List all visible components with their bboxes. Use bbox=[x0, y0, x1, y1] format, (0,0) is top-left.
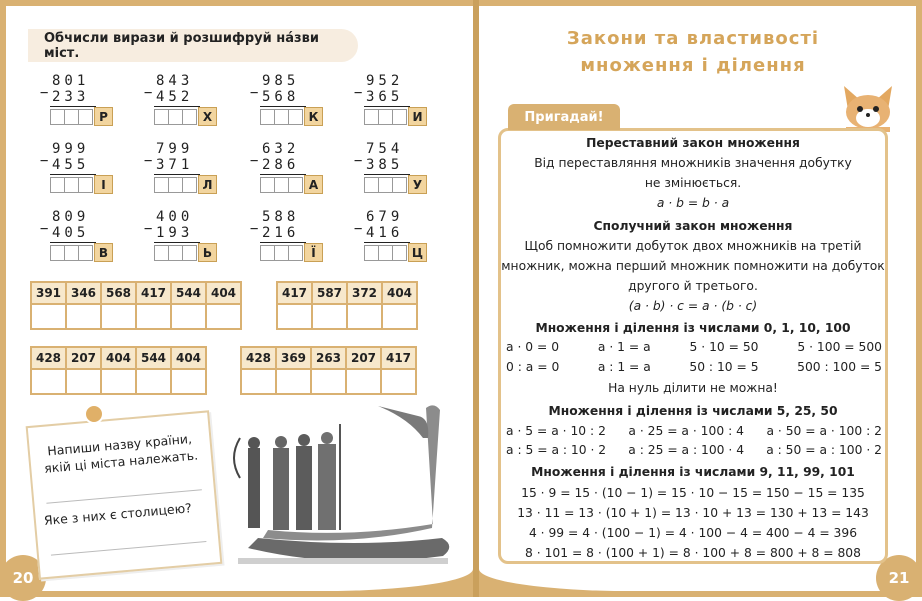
section-title-9-11-99-101: Множення і ділення із числами 9, 11, 99, 101 bbox=[531, 465, 855, 479]
instruction-banner: Обчисли вирази й розшифруй на́зви міст. bbox=[28, 29, 358, 62]
subtrahend: 416 bbox=[366, 225, 404, 241]
subtraction-problem bbox=[354, 141, 436, 197]
answer-cell[interactable] bbox=[274, 109, 289, 125]
underline bbox=[260, 106, 306, 107]
subtrahend: 216 bbox=[262, 225, 300, 241]
answer-cells bbox=[154, 177, 196, 193]
formula: 0 : a = 0 bbox=[506, 360, 560, 374]
table-cell: 372 bbox=[347, 282, 382, 304]
answer-cell[interactable] bbox=[64, 245, 79, 261]
underline bbox=[154, 242, 200, 243]
answer-cell[interactable] bbox=[382, 304, 417, 329]
rule-text: не змінюється. bbox=[644, 176, 742, 190]
minuend: 754 bbox=[366, 141, 404, 157]
table-cell: 404 bbox=[206, 282, 241, 304]
underline bbox=[260, 242, 306, 243]
answer-cells bbox=[260, 245, 302, 261]
answer-cell[interactable] bbox=[168, 245, 183, 261]
table-cell: 404 bbox=[382, 282, 417, 304]
minuend: 679 bbox=[366, 209, 404, 225]
subtraction-problem bbox=[354, 209, 436, 265]
answer-table-3 bbox=[30, 346, 207, 395]
answer-cell[interactable] bbox=[364, 177, 379, 193]
answer-cell[interactable] bbox=[182, 177, 197, 193]
answer-cell[interactable] bbox=[347, 304, 382, 329]
answer-cell[interactable] bbox=[381, 369, 416, 394]
minuend: 809 bbox=[52, 209, 90, 225]
answer-cell[interactable] bbox=[378, 245, 393, 261]
answer-cells bbox=[364, 245, 406, 261]
formula: 5 · 10 = 50 bbox=[689, 340, 759, 354]
answer-cell[interactable] bbox=[311, 369, 346, 394]
answer-cell[interactable] bbox=[78, 109, 93, 125]
underline bbox=[154, 174, 200, 175]
subtrahend: 371 bbox=[156, 157, 194, 173]
cipher-letter: В bbox=[94, 243, 113, 262]
table-cell: 544 bbox=[171, 282, 206, 304]
answer-cell[interactable] bbox=[101, 304, 136, 329]
subtraction-problem bbox=[40, 209, 122, 265]
minus-sign: − bbox=[144, 153, 153, 169]
answer-cell[interactable] bbox=[78, 177, 93, 193]
cipher-letter: І bbox=[94, 175, 113, 194]
table-cell: 544 bbox=[136, 347, 171, 369]
answer-cell[interactable] bbox=[50, 177, 65, 193]
formula: a · b = b · a bbox=[656, 196, 730, 210]
formula: a · 25 = a · 100 : 4 bbox=[628, 424, 744, 438]
note-question-country: Напиши назву країни, якій ці міста належать. bbox=[43, 430, 199, 476]
rule-text: На нуль ділити не можна! bbox=[608, 381, 778, 395]
formula-row bbox=[506, 443, 882, 457]
answer-cell[interactable] bbox=[312, 304, 347, 329]
table-cell: 428 bbox=[31, 347, 66, 369]
cipher-letter: Х bbox=[198, 107, 217, 126]
section-title-commutative: Переставний закон множення bbox=[586, 136, 800, 150]
answer-cell[interactable] bbox=[64, 177, 79, 193]
answer-cell[interactable] bbox=[168, 177, 183, 193]
answer-cell[interactable] bbox=[288, 245, 303, 261]
subtrahend: 568 bbox=[262, 89, 300, 105]
example-line: 15 · 9 = 15 · (10 − 1) = 15 · 10 − 15 = 150 − 15 = 135 bbox=[521, 486, 865, 500]
answer-cell[interactable] bbox=[31, 369, 66, 394]
minuend: 999 bbox=[52, 141, 90, 157]
underline bbox=[50, 174, 96, 175]
answer-cell[interactable] bbox=[392, 109, 407, 125]
formula: a · 50 = a · 100 : 2 bbox=[766, 424, 882, 438]
answer-cell[interactable] bbox=[378, 109, 393, 125]
answer-cells bbox=[260, 177, 302, 193]
minus-sign: − bbox=[144, 221, 153, 237]
table-cell: 404 bbox=[171, 347, 206, 369]
rule-text: Щоб помножити добуток двох множників на третій bbox=[524, 239, 862, 253]
answer-cells bbox=[154, 245, 196, 261]
answer-table-4 bbox=[240, 346, 417, 395]
answer-line[interactable] bbox=[51, 541, 206, 556]
answer-cell[interactable] bbox=[66, 304, 101, 329]
subtrahend: 193 bbox=[156, 225, 194, 241]
fox-mascot-icon bbox=[838, 82, 898, 134]
example-line: 8 · 101 = 8 · (100 + 1) = 8 · 100 + 8 = 800 + 8 = 808 bbox=[525, 546, 861, 560]
minuend: 801 bbox=[52, 73, 90, 89]
answer-cell[interactable] bbox=[277, 304, 312, 329]
answer-cell[interactable] bbox=[288, 109, 303, 125]
subtrahend: 286 bbox=[262, 157, 300, 173]
subtrahend: 233 bbox=[52, 89, 90, 105]
answer-cell[interactable] bbox=[136, 369, 171, 394]
formula: a : 25 = a : 100 · 4 bbox=[628, 443, 745, 457]
pin-icon bbox=[84, 404, 104, 424]
note-question-capital: Яке з них є столицею? bbox=[43, 500, 193, 529]
formula: a · 0 = 0 bbox=[506, 340, 560, 354]
section-title-associative: Сполучний закон множення bbox=[593, 219, 793, 233]
minus-sign: − bbox=[250, 153, 259, 169]
cipher-letter: У bbox=[408, 175, 427, 194]
table-cell: 417 bbox=[381, 347, 416, 369]
cipher-letter: Ї bbox=[304, 243, 323, 262]
subtrahend: 455 bbox=[52, 157, 90, 173]
formula: a · 1 = a bbox=[597, 340, 651, 354]
table-cell: 346 bbox=[66, 282, 101, 304]
minuend: 843 bbox=[156, 73, 194, 89]
cipher-letter: К bbox=[304, 107, 323, 126]
formula: a : 1 = a bbox=[597, 360, 651, 374]
formula-row bbox=[506, 340, 882, 354]
answer-cell[interactable] bbox=[101, 369, 136, 394]
table-cell: 207 bbox=[66, 347, 101, 369]
answer-cell[interactable] bbox=[50, 245, 65, 261]
answer-cell[interactable] bbox=[154, 177, 169, 193]
answer-cell[interactable] bbox=[392, 245, 407, 261]
minus-sign: − bbox=[40, 221, 49, 237]
rule-text: другого й третього. bbox=[628, 279, 758, 293]
cipher-letter: Ц bbox=[408, 243, 427, 262]
answer-cell[interactable] bbox=[346, 369, 381, 394]
example-line: 13 · 11 = 13 · (10 + 1) = 13 · 10 + 13 = 130 + 13 = 143 bbox=[517, 506, 869, 520]
subtrahend: 365 bbox=[366, 89, 404, 105]
subtraction-problem bbox=[144, 73, 226, 129]
page-number-right: 21 bbox=[876, 555, 922, 601]
sticky-note bbox=[26, 410, 223, 579]
minus-sign: − bbox=[354, 153, 363, 169]
answer-cell[interactable] bbox=[364, 245, 379, 261]
answer-table-2 bbox=[276, 281, 418, 330]
answer-cell[interactable] bbox=[288, 177, 303, 193]
section-title-0-1-10-100: Множення і ділення із числами 0, 1, 10, 100 bbox=[535, 321, 851, 335]
example-line: 4 · 99 = 4 · (100 − 1) = 4 · 100 − 4 = 400 − 4 = 396 bbox=[528, 526, 858, 540]
subtraction-problem bbox=[144, 141, 226, 197]
rule-text: множник, можна перший множник помножити на добуток bbox=[501, 259, 885, 273]
underline bbox=[364, 242, 410, 243]
answer-cell[interactable] bbox=[66, 369, 101, 394]
underline bbox=[154, 106, 200, 107]
subtraction-problem bbox=[144, 209, 226, 265]
kyiv-founders-monument-illustration bbox=[218, 398, 468, 573]
answer-cells bbox=[50, 177, 92, 193]
underline bbox=[364, 106, 410, 107]
table-cell: 369 bbox=[276, 347, 311, 369]
minuend: 588 bbox=[262, 209, 300, 225]
subtraction-problem bbox=[40, 141, 122, 197]
subtraction-problem bbox=[250, 73, 332, 129]
table-cell: 404 bbox=[101, 347, 136, 369]
formula: 500 : 100 = 5 bbox=[797, 360, 882, 374]
formula: (a · b) · c = a · (b · c) bbox=[628, 299, 758, 313]
table-cell: 263 bbox=[311, 347, 346, 369]
minuend: 985 bbox=[262, 73, 300, 89]
answer-cell[interactable] bbox=[241, 369, 276, 394]
answer-cell[interactable] bbox=[182, 109, 197, 125]
formula: a · 5 = a · 10 : 2 bbox=[506, 424, 606, 438]
minus-sign: − bbox=[40, 85, 49, 101]
answer-cell[interactable] bbox=[31, 304, 66, 329]
answer-cell[interactable] bbox=[274, 177, 289, 193]
minuend: 632 bbox=[262, 141, 300, 157]
answer-cell[interactable] bbox=[274, 245, 289, 261]
table-cell: 417 bbox=[277, 282, 312, 304]
table-cell: 587 bbox=[312, 282, 347, 304]
formula: 50 : 10 = 5 bbox=[689, 360, 759, 374]
answer-cell[interactable] bbox=[64, 109, 79, 125]
answer-cell[interactable] bbox=[276, 369, 311, 394]
table-cell: 568 bbox=[101, 282, 136, 304]
underline bbox=[260, 174, 306, 175]
answer-cells bbox=[50, 109, 92, 125]
underline bbox=[50, 106, 96, 107]
subtraction-problem bbox=[250, 141, 332, 197]
minus-sign: − bbox=[354, 221, 363, 237]
minus-sign: − bbox=[40, 153, 49, 169]
formula-row bbox=[506, 360, 882, 374]
table-cell: 428 bbox=[241, 347, 276, 369]
minuend: 952 bbox=[366, 73, 404, 89]
answer-cell[interactable] bbox=[260, 245, 275, 261]
formula-row bbox=[506, 424, 882, 438]
answer-cells bbox=[50, 245, 92, 261]
cipher-letter: А bbox=[304, 175, 323, 194]
subtrahend: 405 bbox=[52, 225, 90, 241]
table-cell: 207 bbox=[346, 347, 381, 369]
answer-cells bbox=[154, 109, 196, 125]
answer-cell[interactable] bbox=[154, 109, 169, 125]
answer-cells bbox=[364, 109, 406, 125]
page-number-left: 20 bbox=[0, 555, 46, 601]
answer-cell[interactable] bbox=[182, 245, 197, 261]
underline bbox=[364, 174, 410, 175]
minuend: 799 bbox=[156, 141, 194, 157]
cipher-letter: Ь bbox=[198, 243, 217, 262]
table-cell: 391 bbox=[31, 282, 66, 304]
answer-cell[interactable] bbox=[50, 109, 65, 125]
page-title-line-1: Закони та властивості bbox=[566, 28, 820, 49]
formula: 5 · 100 = 500 bbox=[797, 340, 882, 354]
answer-cell[interactable] bbox=[260, 109, 275, 125]
answer-cell[interactable] bbox=[168, 109, 183, 125]
cipher-letter: И bbox=[408, 107, 427, 126]
subtrahend: 385 bbox=[366, 157, 404, 173]
rule-text: Від переставляння множників значення добутку bbox=[534, 156, 852, 170]
answer-cell[interactable] bbox=[136, 304, 171, 329]
section-title-5-25-50: Множення і ділення із числами 5, 25, 50 bbox=[548, 404, 838, 418]
subtraction-problem bbox=[40, 73, 122, 129]
formula: a : 50 = a : 100 · 2 bbox=[766, 443, 882, 457]
cipher-letter: Р bbox=[94, 107, 113, 126]
answer-cell[interactable] bbox=[78, 245, 93, 261]
answer-cell[interactable] bbox=[206, 304, 241, 329]
minus-sign: − bbox=[250, 221, 259, 237]
answer-table-1 bbox=[30, 281, 242, 330]
answer-cell[interactable] bbox=[392, 177, 407, 193]
reminder-tab: Пригадай! bbox=[508, 104, 620, 130]
minus-sign: − bbox=[144, 85, 153, 101]
answer-cell[interactable] bbox=[378, 177, 393, 193]
answer-cell[interactable] bbox=[364, 109, 379, 125]
table-cell: 417 bbox=[136, 282, 171, 304]
answer-cells bbox=[364, 177, 406, 193]
subtraction-problem bbox=[354, 73, 436, 129]
underline bbox=[50, 242, 96, 243]
answer-cells bbox=[260, 109, 302, 125]
answer-cell[interactable] bbox=[154, 245, 169, 261]
subtrahend: 452 bbox=[156, 89, 194, 105]
formula: a : 5 = a : 10 · 2 bbox=[506, 443, 607, 457]
cipher-letter: Л bbox=[198, 175, 217, 194]
answer-cell[interactable] bbox=[260, 177, 275, 193]
answer-cell[interactable] bbox=[171, 304, 206, 329]
minus-sign: − bbox=[354, 85, 363, 101]
answer-cell[interactable] bbox=[171, 369, 206, 394]
minus-sign: − bbox=[250, 85, 259, 101]
page-title bbox=[553, 25, 833, 79]
subtraction-problem bbox=[250, 209, 332, 265]
page-title-line-2: множення і ділення bbox=[580, 55, 806, 76]
minuend: 400 bbox=[156, 209, 194, 225]
